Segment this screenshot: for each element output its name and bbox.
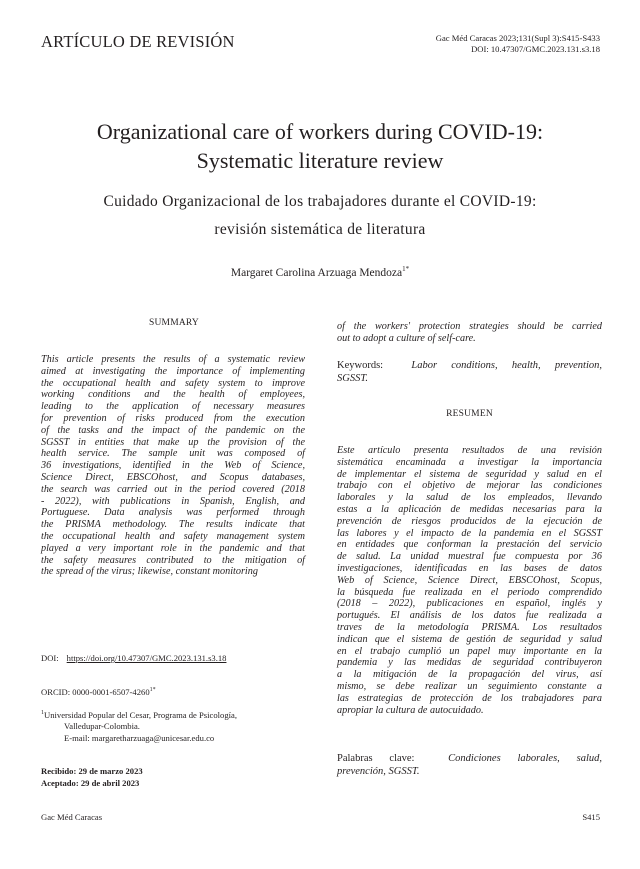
keywords [337,359,602,385]
resumen-line: en entidades que conforman la prestación del servicio [337,539,602,551]
summary-continued-line: out to adopt a culture of self-care. [337,332,476,344]
resumen-heading: RESUMEN [446,409,493,419]
resumen-line: portugués. El análisis de los datos fue realizada a [337,610,602,622]
summary-line: the safety measures contributed to the mitigation of [41,554,305,566]
resumen-line: la búsqueda fue realizada en el periodo comprendido [337,586,602,598]
summary-line: working conditions and the health of employees, [41,389,305,401]
orcid: ORCID: 0000-0001-6507-4260 [41,686,150,697]
resumen-line: prevención de riesgos producidos de la ejecución de [337,515,602,527]
resumen-line: traves de la metodología PRISMA. Los resultados [337,621,602,633]
palabras-clave [337,752,602,778]
resumen-line: mismo, se debe realizar un seguimiento constante a [337,680,602,692]
contact-email: E-mail: margaretharzuaga@unicesar.edu.co [64,732,215,743]
resumen-line: de salud. La unidad muestral fue compuesta por 36 [337,551,602,563]
resumen-line: Web of Science, Science Direct, EBSCOhost, Scopus, [337,574,602,586]
doi-link[interactable]: https://doi.org/10.47307/GMC.2023.131.s3.18 [66,653,227,663]
resumen-line: indican que el sistema de gestión de seguridad y salud [337,633,602,645]
summary-line: This article presents the results of a systematic review [41,354,305,365]
palabras-clave-line-1: Condiciones laborales, salud, [448,753,603,764]
summary-line: SGSST in entities that make up the provision of the [41,436,305,448]
summary-line: of the tasks and the impact of the pandemic on the [41,424,305,436]
summary-line: leading to the application of necessary measures [41,401,305,413]
section-label: ARTÍCULO DE REVISIÓN [41,32,235,51]
article-subtitle-line-1: Cuidado Organizacional de los trabajadores durante el COVID-19: [103,193,537,210]
header-doi: DOI: 10.47307/GMC.2023.131.s3.18 [471,44,600,54]
resumen-line: las labores y el impacto de la pandemia en el SGSST [337,527,602,539]
palabras-clave-line-2: prevención, SGSST. [337,766,420,777]
summary-body [41,354,305,578]
resumen-line: en el trabajo cumplió un papel muy importante en la [337,645,602,657]
resumen-line: las estrategias de protección de los trabajadores para [337,692,602,704]
orcid-mark: 1* [149,687,156,693]
summary-line: the occupational health and safety management system [41,530,305,542]
author-name: Margaret Carolina Arzuaga Mendoza [230,266,403,279]
keywords-line-1: Labor conditions, health, prevention, [411,360,602,371]
keywords-label: Keywords: [337,360,384,371]
journal-citation: Gac Méd Caracas 2023;131(Supl 3):S415-S433 [435,33,600,43]
resumen-line: pandemia y las medidas de seguridad contribuyeron [337,657,602,669]
doi-line [41,653,226,665]
article-subtitle-line-2: revisión sistemática de literatura [214,221,426,238]
summary-line: the search was carried out in the period covered (2018 [41,483,305,495]
affiliation [41,708,311,744]
resumen-line: estas a la aplicación de medidas necesarias para la [337,503,602,515]
keywords-line-2: SGSST. [337,373,369,384]
orcid-line [41,685,156,698]
resumen-body [337,445,602,716]
summary-heading: SUMMARY [149,318,199,328]
summary-line: health service. The sample unit was composed of [41,448,305,460]
summary-continuation [337,321,602,345]
summary-line: 36 investigations, identified in the Web of Science, [41,460,305,472]
summary-line: Science Direct, EBSCOhost, and Scopus databases, [41,471,305,483]
summary-line: played a very important role in the pandemic and that [41,542,305,554]
summary-continued-line: of the workers' protection strategies should be carried [337,321,602,332]
resumen-line: apropiar la cultura de autocuidado. [337,704,484,716]
summary-line: Portuguese. Data analysis was performed through [41,507,305,519]
resumen-line: de implementar el sistema de seguridad y salud en el [337,468,602,480]
author [0,265,640,279]
resumen-line: a la mitigación de la propagación del virus, así [337,669,602,681]
palabras-clave-label: Palabras clave: [337,753,415,764]
resumen-line: (2018 – 2022), publicaciones en español, inglés y [337,598,602,610]
affiliation-line-2: Valledupar-Colombia. [64,721,140,732]
article-title-line-1: Organizational care of workers during COVID-19: [96,119,544,144]
resumen-line: sistemática encaminada a investigar la importancia [337,456,602,468]
summary-line: - 2022), with publications in Spanish, English, and [41,495,305,507]
received-date: Recibido: 29 de marzo 2023 [41,766,143,776]
resumen-line: Este artículo presenta resultados de una revisión [337,445,602,456]
summary-line: for prevention of risks produced from the execution [41,412,305,424]
summary-line: the occupational health and safety system to improve [41,377,305,389]
summary-line: the PRISMA methodology. The results indicate that [41,519,305,531]
accepted-date: Aceptado: 29 de abril 2023 [41,778,140,788]
article-title-line-2: Systematic literature review [196,148,444,173]
summary-line: the spread of the virus; likewise, constant monitoring [41,566,258,578]
author-mark: 1* [402,265,410,273]
affiliation-line-1: $^1$Universidad Popular del Cesar, Programa de Psicología, [41,709,237,720]
resumen-line: laborales y la salud de los empleados, llevando [337,492,602,504]
summary-line: aimed at investigating the importance of implementing [41,365,305,377]
doi-label: DOI: [41,653,59,663]
footer-page-number: S415 [582,812,600,822]
resumen-line: trabajo con el objetivo de mejorar las condiciones [337,480,602,492]
footer-journal: Gac Méd Caracas [41,812,103,822]
resumen-line: investigaciones, identificadas en las bases de datos [337,562,602,574]
affiliation-mark: 1 [41,710,44,716]
